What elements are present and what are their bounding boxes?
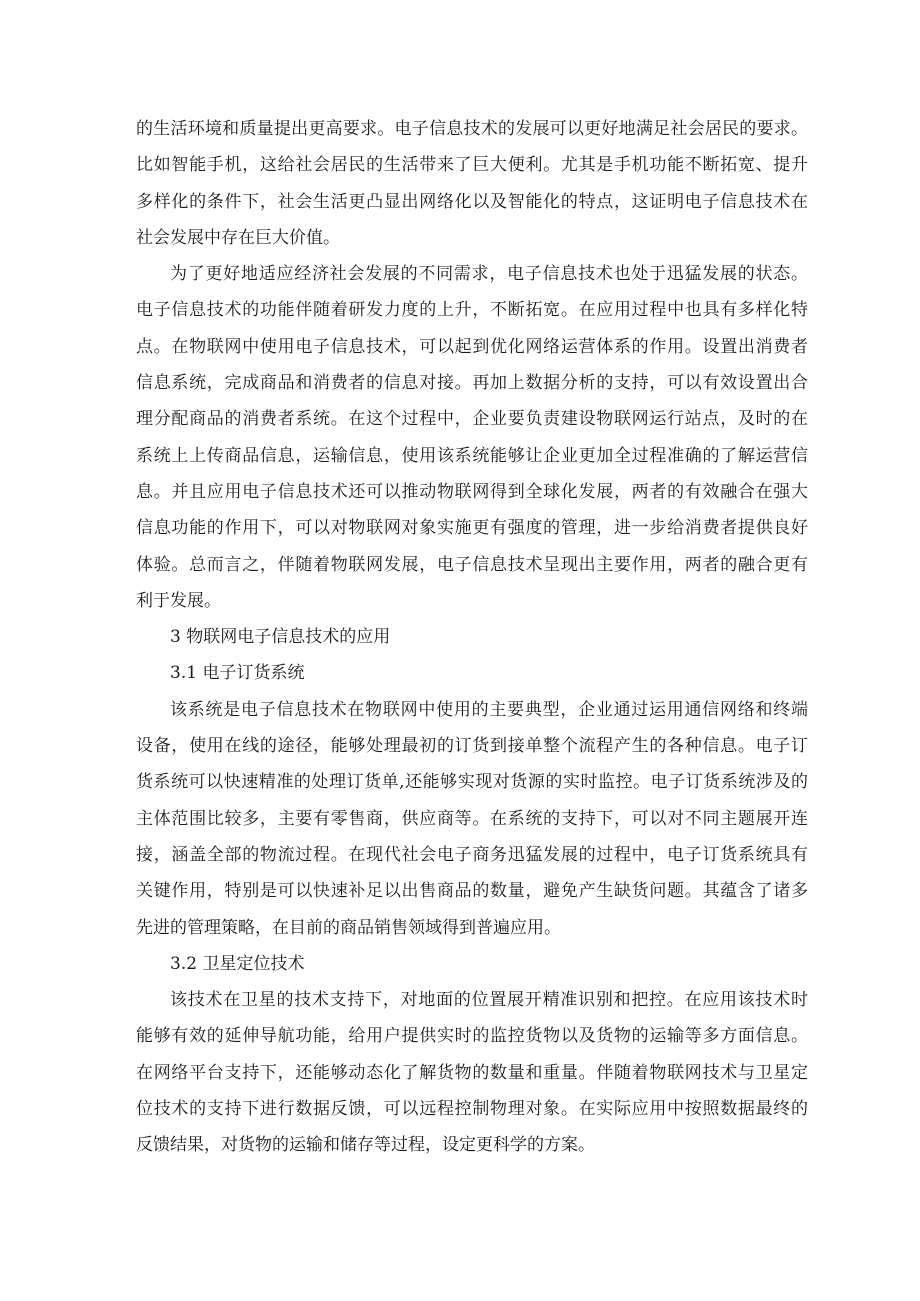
paragraph bbox=[136, 692, 808, 946]
section-heading bbox=[136, 619, 808, 655]
section-heading bbox=[136, 946, 808, 982]
paragraph bbox=[136, 256, 808, 619]
text-line: 点。在物联网中使用电子信息技术，可以起到优化网络运营体系的作用。设置出消费者 bbox=[136, 336, 808, 357]
text-line: 接，涵盖全部的物流过程。在现代社会电子商务迅猛发展的过程中，电子订货系统具有 bbox=[136, 844, 808, 865]
section-heading bbox=[136, 655, 808, 691]
text-line: 的生活环境和质量提出更高要求。电子信息技术的发展可以更好地满足社会居民的要求。 bbox=[136, 119, 808, 139]
text-line: 利于发展。 bbox=[136, 590, 221, 611]
text-line: 3.1 电子订货系统 bbox=[170, 663, 305, 684]
document-page bbox=[136, 111, 808, 1164]
text-line: 多样化的条件下，社会生活更凸显出网络化以及智能化的特点，这证明电子信息技术在 bbox=[136, 191, 808, 212]
text-line: 电子信息技术的功能伴随着研发力度的上升，不断拓宽。在应用过程中也具有多样化特 bbox=[136, 300, 808, 321]
text-line: 理分配商品的消费者系统。在这个过程中，企业要负责建设物联网运行站点，及时的在 bbox=[136, 409, 808, 430]
text-line: 该技术在卫星的技术支持下，对地面的位置展开精准识别和把控。在应用该技术时 bbox=[170, 990, 808, 1011]
text-line: 比如智能手机，这给社会居民的生活带来了巨大便利。尤其是手机功能不断拓宽、提升 bbox=[136, 155, 808, 176]
text-line: 先进的管理策略，在目前的商品销售领域得到普遍应用。 bbox=[136, 917, 561, 938]
text-line: 主体范围比较多，主要有零售商，供应商等。在系统的支持下，可以对不同主题展开连 bbox=[136, 808, 808, 829]
text-line: 关键作用，特别是可以快速补足以出售商品的数量，避免产生缺货问题。其蕴含了诸多 bbox=[136, 881, 808, 902]
text-line: 能够有效的延伸导航功能，给用户提供实时的监控货物以及货物的运输等多方面信息。 bbox=[136, 1026, 808, 1047]
paragraph bbox=[136, 111, 808, 256]
text-line: 为了更好地适应经济社会发展的不同需求，电子信息技术也处于迅猛发展的状态。 bbox=[170, 264, 808, 285]
text-line: 信息功能的作用下，可以对物联网对象实施更有强度的管理，进一步给消费者提供良好 bbox=[136, 518, 808, 539]
text-line: 位技术的支持下进行数据反馈，可以远程控制物理对象。在实际应用中按照数据最终的 bbox=[136, 1099, 808, 1120]
text-line: 信息系统，完成商品和消费者的信息对接。再加上数据分析的支持，可以有效设置出合 bbox=[136, 373, 808, 394]
text-line: 该系统是电子信息技术在物联网中使用的主要典型，企业通过运用通信网络和终端 bbox=[170, 699, 808, 720]
text-line: 息。并且应用电子信息技术还可以推动物联网得到全球化发展，两者的有效融合在强大 bbox=[136, 481, 808, 502]
text-line: 货系统可以快速精准的处理订货单,还能够实现对货源的实时监控。电子订货系统涉及的 bbox=[136, 772, 808, 793]
text-line: 设备，使用在线的途径，能够处理最初的订货到接单整个流程产生的各种信息。电子订 bbox=[136, 736, 808, 757]
text-line: 系统上上传商品信息，运输信息，使用该系统能够让企业更加全过程准确的了解运营信 bbox=[136, 445, 808, 466]
paragraph bbox=[136, 982, 808, 1163]
text-line: 体验。总而言之，伴随着物联网发展，电子信息技术呈现出主要作用，两者的融合更有 bbox=[136, 554, 808, 575]
text-line: 反馈结果，对货物的运输和储存等过程，设定更科学的方案。 bbox=[136, 1135, 595, 1156]
text-line: 在网络平台支持下，还能够动态化了解货物的数量和重量。伴随着物联网技术与卫星定 bbox=[136, 1062, 808, 1083]
text-line: 社会发展中存在巨大价值。 bbox=[136, 227, 340, 248]
text-line: 3.2 卫星定位技术 bbox=[170, 953, 305, 974]
text-line: 3 物联网电子信息技术的应用 bbox=[170, 627, 391, 648]
